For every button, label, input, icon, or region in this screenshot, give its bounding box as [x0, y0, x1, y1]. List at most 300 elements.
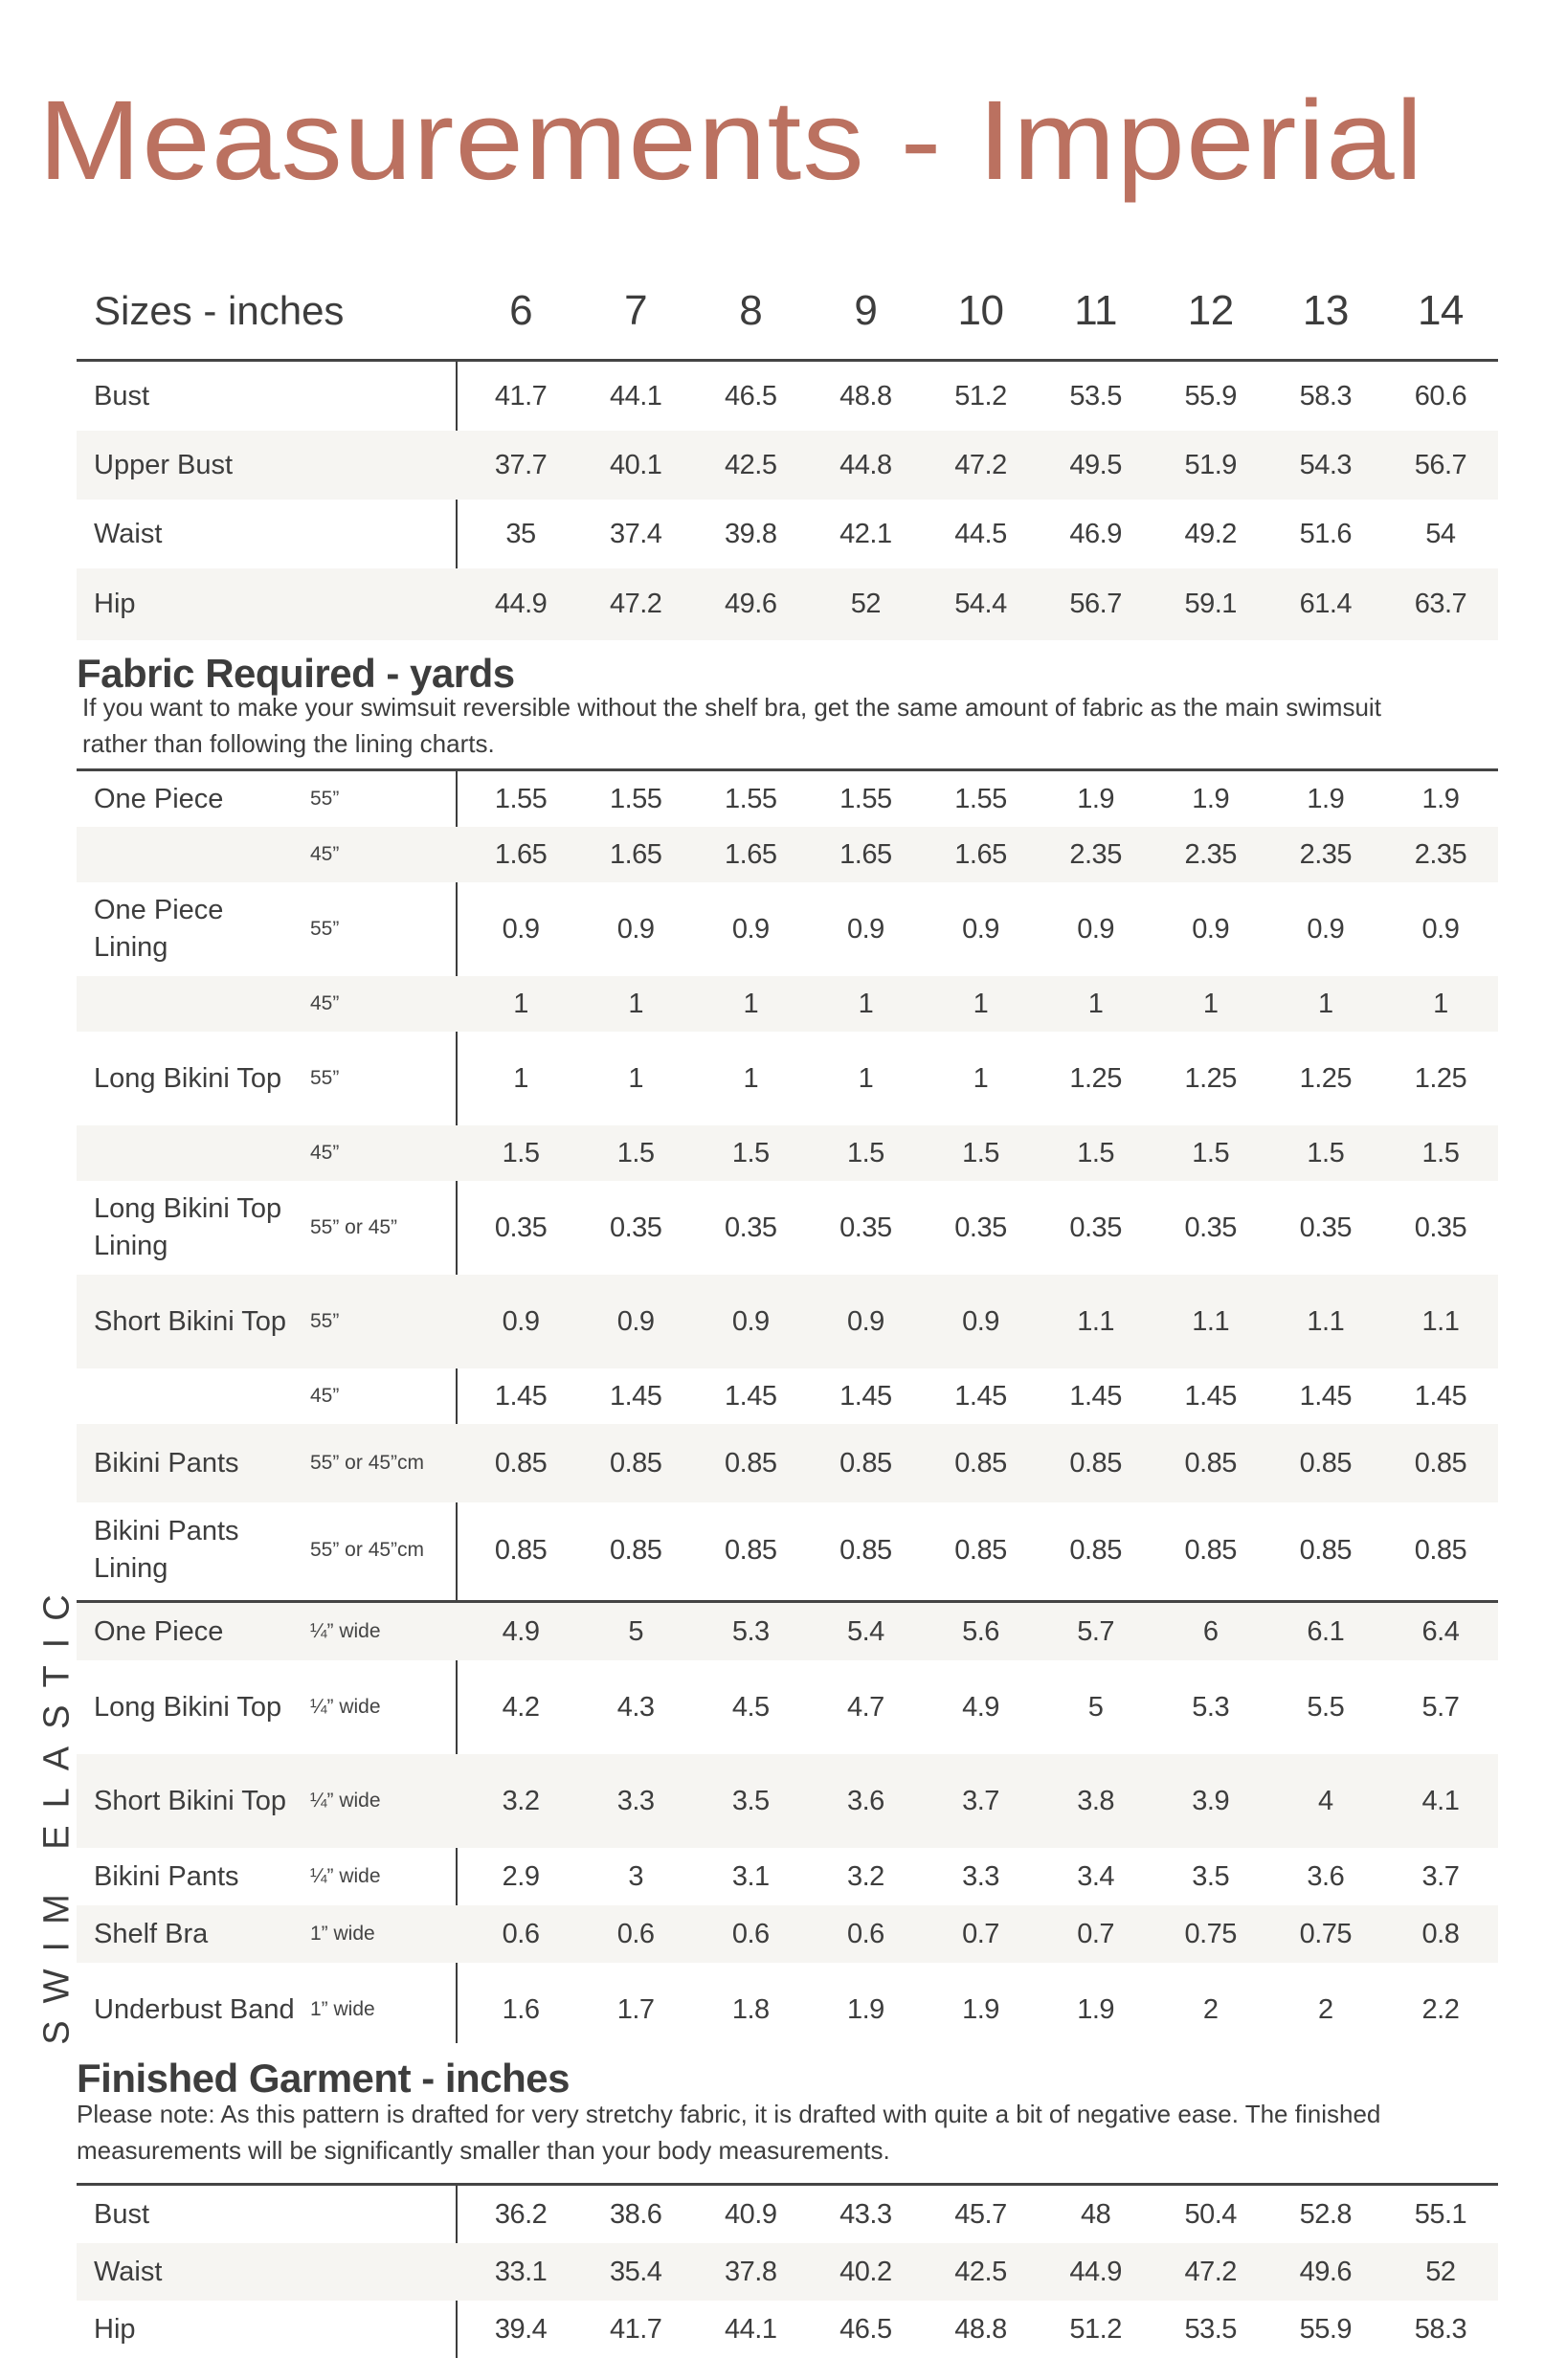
value-cell: 0.35	[609, 1212, 662, 1243]
row-values	[463, 1368, 1498, 1424]
value-cell: 5.4	[846, 1615, 884, 1647]
value-cell: 1.5	[962, 1137, 999, 1168]
value-cell: 58.3	[1299, 380, 1353, 411]
value-cell: 1	[628, 988, 643, 1019]
fabric-required-table	[77, 771, 1498, 1598]
value-cell: 47.2	[609, 589, 662, 619]
value-cell: 0.35	[1414, 1212, 1467, 1243]
size-col: 6	[509, 287, 533, 334]
row-spec: 55”	[310, 1310, 340, 1332]
body-measurements-table	[77, 362, 1498, 640]
value-cell: 35.4	[609, 2256, 662, 2287]
value-cell: 1.9	[1421, 783, 1460, 814]
value-cell: 1.55	[954, 783, 1007, 814]
value-cell: 0.85	[609, 1534, 662, 1566]
value-cell: 0.35	[1069, 1212, 1122, 1243]
value-cell: 1.1	[1192, 1305, 1230, 1337]
value-cell: 3	[628, 1860, 643, 1892]
value-cell: 1.9	[1307, 783, 1345, 814]
value-cell: 37.4	[609, 518, 662, 549]
value-cell: 1.6	[502, 1993, 540, 2025]
value-cell: 0.85	[1299, 1447, 1353, 1479]
row-spec: ¼” wide	[310, 1865, 381, 1887]
value-cell: 0.9	[1307, 913, 1345, 945]
value-cell: 5.7	[1077, 1615, 1115, 1647]
value-cell: 1.9	[846, 1993, 884, 2025]
value-cell: 48.8	[839, 380, 892, 411]
value-cell: 0.9	[846, 913, 884, 945]
row-spec: 55”	[310, 1067, 340, 1089]
value-cell: 35	[505, 518, 536, 549]
size-col: 11	[1074, 287, 1117, 334]
value-cell: 0.9	[731, 913, 770, 945]
size-columns	[463, 282, 1498, 340]
value-cell: 45.7	[954, 2198, 1007, 2230]
table-row	[77, 1181, 1498, 1275]
value-cell: 0.9	[502, 913, 540, 945]
value-cell: 0.35	[725, 1212, 777, 1243]
value-cell: 39.8	[725, 518, 777, 549]
value-cell: 51.2	[1069, 2313, 1122, 2345]
value-cell: 2.9	[502, 1860, 540, 1892]
value-cell: 42.1	[839, 518, 892, 549]
value-cell: 2.35	[1414, 838, 1467, 870]
table-row	[77, 431, 1498, 500]
value-cell: 1.5	[1077, 1137, 1115, 1168]
value-cell: 33.1	[494, 2256, 548, 2287]
value-cell: 1.9	[1192, 783, 1230, 814]
row-values	[463, 568, 1498, 640]
value-cell: 54.4	[954, 589, 1007, 619]
value-cell: 0.85	[725, 1447, 777, 1479]
value-cell: 1.25	[1184, 1062, 1237, 1094]
row-spec: 45”	[310, 843, 340, 865]
value-cell: 44.1	[609, 380, 662, 411]
value-cell: 44.9	[494, 589, 548, 619]
value-cell: 1.5	[616, 1137, 655, 1168]
value-cell: 1	[973, 1062, 989, 1094]
value-cell: 3.4	[1077, 1860, 1115, 1892]
value-cell: 1.7	[616, 1993, 655, 2025]
table-row	[77, 1368, 1498, 1424]
value-cell: 53.5	[1069, 380, 1122, 411]
value-cell: 1	[513, 988, 528, 1019]
value-cell: 2	[1318, 1993, 1333, 2025]
value-cell: 52	[850, 589, 882, 619]
swim-elastic-side-label: SWIM ELASTIC	[36, 1577, 78, 2045]
value-cell: 3.7	[1421, 1860, 1460, 1892]
value-cell: 1.5	[846, 1137, 884, 1168]
row-values	[463, 362, 1498, 431]
table-row	[77, 1660, 1498, 1754]
row-label: Waist	[94, 2256, 163, 2287]
row-values	[463, 1181, 1498, 1275]
table-row	[77, 1905, 1498, 1963]
value-cell: 1.25	[1299, 1062, 1353, 1094]
value-cell: 3.3	[616, 1785, 655, 1816]
value-cell: 1.5	[1421, 1137, 1460, 1168]
row-label: Short Bikini Top	[94, 1785, 286, 1816]
value-cell: 42.5	[725, 449, 777, 480]
value-cell: 41.7	[609, 2313, 662, 2345]
table-row	[77, 1424, 1498, 1502]
sizes-header-row	[77, 282, 1498, 340]
value-cell: 1.5	[502, 1137, 540, 1168]
table-row	[77, 1848, 1498, 1905]
value-cell: 3.7	[962, 1785, 999, 1816]
value-cell: 0.6	[616, 1918, 655, 1949]
value-cell: 0.6	[502, 1918, 540, 1949]
value-cell: 2.35	[1069, 838, 1122, 870]
row-spec: 45”	[310, 992, 340, 1014]
finished-garment-table	[77, 2186, 1498, 2358]
table-row	[77, 2301, 1498, 2358]
value-cell: 1.45	[839, 1380, 892, 1412]
value-cell: 1.65	[725, 838, 777, 870]
table-row	[77, 1963, 1498, 2057]
fabric-note: If you want to make your swimsuit reversible without the shelf bra, get the same amount of fabric as the main swimsuit rather than following the lining charts.	[82, 693, 1381, 758]
row-values	[463, 1848, 1498, 1905]
table-row	[77, 2186, 1498, 2243]
value-cell: 1.55	[494, 783, 548, 814]
value-cell: 37.8	[725, 2256, 777, 2287]
value-cell: 0.85	[1069, 1534, 1122, 1566]
row-label: Long Bikini Top Lining	[94, 1193, 282, 1261]
value-cell: 3.2	[846, 1860, 884, 1892]
table-row	[77, 1125, 1498, 1181]
row-spec: 55”	[310, 788, 340, 810]
value-cell: 2.2	[1421, 1993, 1460, 2025]
value-cell: 40.2	[839, 2256, 892, 2287]
value-cell: 0.9	[846, 1305, 884, 1337]
value-cell: 37.7	[494, 449, 548, 480]
row-spec: 1” wide	[310, 1998, 375, 2020]
value-cell: 5.3	[1192, 1691, 1230, 1723]
row-values	[463, 1502, 1498, 1598]
value-cell: 47.2	[954, 449, 1007, 480]
value-cell: 0.85	[1414, 1534, 1467, 1566]
value-cell: 55.9	[1299, 2313, 1353, 2345]
value-cell: 49.6	[725, 589, 777, 619]
value-cell: 0.9	[502, 1305, 540, 1337]
value-cell: 46.9	[1069, 518, 1122, 549]
value-cell: 0.85	[954, 1534, 1007, 1566]
row-values	[463, 2301, 1498, 2358]
value-cell: 0.85	[725, 1534, 777, 1566]
row-spec: 55” or 45”cm	[310, 1452, 425, 1474]
value-cell: 1.5	[1307, 1137, 1345, 1168]
value-cell: 5.7	[1421, 1691, 1460, 1723]
value-cell: 3.6	[846, 1785, 884, 1816]
value-cell: 1.9	[1077, 1993, 1115, 2025]
value-cell: 1	[973, 988, 989, 1019]
value-cell: 48.8	[954, 2313, 1007, 2345]
value-cell: 4.2	[502, 1691, 540, 1723]
value-cell: 53.5	[1184, 2313, 1237, 2345]
row-label: Long Bikini Top	[94, 1062, 282, 1094]
value-cell: 4.9	[962, 1691, 999, 1723]
value-cell: 2.35	[1299, 838, 1353, 870]
row-spec: ¼” wide	[310, 1696, 381, 1718]
size-col: 13	[1302, 287, 1349, 334]
value-cell: 3.2	[502, 1785, 540, 1816]
value-cell: 38.6	[609, 2198, 662, 2230]
value-cell: 46.5	[839, 2313, 892, 2345]
row-label: Short Bikini Top	[94, 1305, 286, 1337]
value-cell: 6	[1202, 1615, 1219, 1647]
value-cell: 52.8	[1299, 2198, 1353, 2230]
value-cell: 1.45	[609, 1380, 662, 1412]
value-cell: 61.4	[1299, 589, 1353, 619]
value-cell: 1.5	[1192, 1137, 1230, 1168]
value-cell: 1.9	[962, 1993, 999, 2025]
value-cell: 58.3	[1414, 2313, 1467, 2345]
value-cell: 0.7	[962, 1918, 999, 1949]
value-cell: 1.45	[1414, 1380, 1467, 1412]
row-label: Long Bikini Top	[94, 1691, 282, 1723]
value-cell: 0.85	[494, 1534, 548, 1566]
value-cell: 0.35	[1299, 1212, 1353, 1243]
value-cell: 3.9	[1192, 1785, 1230, 1816]
table-row	[77, 500, 1498, 568]
value-cell: 44.5	[954, 518, 1007, 549]
value-cell: 41.7	[494, 380, 548, 411]
value-cell: 48	[1080, 2198, 1111, 2230]
value-cell: 0.85	[839, 1447, 892, 1479]
value-cell: 63.7	[1414, 589, 1467, 619]
value-cell: 49.2	[1184, 518, 1237, 549]
value-cell: 1.5	[731, 1137, 770, 1168]
value-cell: 0.35	[494, 1212, 548, 1243]
row-values	[463, 2243, 1498, 2301]
value-cell: 36.2	[494, 2198, 548, 2230]
row-values	[463, 1963, 1498, 2057]
row-values	[463, 771, 1498, 827]
value-cell: 0.9	[962, 913, 999, 945]
value-cell: 2	[1202, 1993, 1219, 2025]
value-cell: 1	[858, 1062, 874, 1094]
fabric-section-title: Fabric Required - yards	[77, 651, 515, 696]
row-values	[463, 431, 1498, 500]
value-cell: 0.6	[731, 1918, 770, 1949]
value-cell: 51.2	[954, 380, 1007, 411]
row-spec: ¼” wide	[310, 1790, 381, 1812]
row-spec: 55”	[310, 918, 340, 940]
value-cell: 40.9	[725, 2198, 777, 2230]
value-cell: 1	[858, 988, 874, 1019]
value-cell: 0.85	[1299, 1534, 1353, 1566]
value-cell: 6.4	[1421, 1615, 1460, 1647]
row-label: Underbust Band	[94, 1993, 295, 2025]
value-cell: 46.5	[725, 380, 777, 411]
value-cell: 3.5	[1192, 1860, 1230, 1892]
value-cell: 56.7	[1069, 589, 1122, 619]
row-label: Hip	[94, 2313, 136, 2345]
row-label: Shelf Bra	[94, 1918, 209, 1949]
row-spec: 55” or 45”	[310, 1216, 398, 1238]
value-cell: 1	[513, 1062, 528, 1094]
value-cell: 5.5	[1307, 1691, 1345, 1723]
row-values	[463, 827, 1498, 882]
value-cell: 0.9	[731, 1305, 770, 1337]
table-row	[77, 1754, 1498, 1848]
table-row	[77, 2243, 1498, 2301]
row-values	[463, 882, 1498, 976]
value-cell: 43.3	[839, 2198, 892, 2230]
value-cell: 1.55	[609, 783, 662, 814]
value-cell: 59.1	[1184, 589, 1237, 619]
row-values	[463, 2186, 1498, 2243]
value-cell: 1.45	[954, 1380, 1007, 1412]
value-cell: 0.6	[846, 1918, 884, 1949]
value-cell: 3.1	[731, 1860, 770, 1892]
finished-note: Please note: As this pattern is drafted for very stretchy fabric, it is drafted with quite a bit of negative ease. The finished measurements will be significantly smaller than your body measurements.	[77, 2100, 1381, 2165]
value-cell: 0.85	[1184, 1447, 1237, 1479]
value-cell: 3.5	[731, 1785, 770, 1816]
row-label: Bikini Pants Lining	[94, 1516, 239, 1584]
table-row	[77, 1502, 1498, 1598]
value-cell: 51.6	[1299, 518, 1353, 549]
value-cell: 4.7	[846, 1691, 884, 1723]
value-cell: 0.7	[1077, 1918, 1115, 1949]
value-cell: 6.1	[1307, 1615, 1345, 1647]
value-cell: 54.3	[1299, 449, 1353, 480]
value-cell: 0.85	[1184, 1534, 1237, 1566]
table-row	[77, 362, 1498, 431]
value-cell: 0.75	[1184, 1918, 1237, 1949]
value-cell: 1.55	[839, 783, 892, 814]
row-values	[463, 1125, 1498, 1181]
value-cell: 0.35	[1184, 1212, 1237, 1243]
value-cell: 3.6	[1307, 1860, 1345, 1892]
value-cell: 1.1	[1077, 1305, 1115, 1337]
value-cell: 44.8	[839, 449, 892, 480]
value-cell: 1.65	[494, 838, 548, 870]
value-cell: 4.3	[616, 1691, 655, 1723]
value-cell: 4.9	[502, 1615, 540, 1647]
row-values	[463, 1424, 1498, 1502]
value-cell: 3.3	[962, 1860, 999, 1892]
size-col: 12	[1187, 287, 1234, 334]
value-cell: 56.7	[1414, 449, 1467, 480]
value-cell: 5.6	[962, 1615, 999, 1647]
value-cell: 1.45	[725, 1380, 777, 1412]
table-row	[77, 827, 1498, 882]
value-cell: 4.1	[1421, 1785, 1460, 1816]
value-cell: 1.8	[731, 1993, 770, 2025]
value-cell: 1	[1202, 988, 1219, 1019]
value-cell: 3.8	[1077, 1785, 1115, 1816]
row-values	[463, 976, 1498, 1032]
value-cell: 1.9	[1077, 783, 1115, 814]
value-cell: 1.45	[494, 1380, 548, 1412]
value-cell: 5	[1087, 1691, 1104, 1723]
value-cell: 1.65	[609, 838, 662, 870]
row-label: One Piece Lining	[94, 895, 224, 963]
table-row	[77, 568, 1498, 640]
row-spec: 55” or 45”cm	[310, 1539, 425, 1561]
value-cell: 40.1	[609, 449, 662, 480]
value-cell: 0.85	[609, 1447, 662, 1479]
value-cell: 1.45	[1184, 1380, 1237, 1412]
table-row	[77, 771, 1498, 827]
finished-section-title: Finished Garment - inches	[77, 2056, 570, 2101]
value-cell: 0.9	[1077, 913, 1115, 945]
value-cell: 49.5	[1069, 449, 1122, 480]
value-cell: 4	[1318, 1785, 1333, 1816]
page-title: Measurements - Imperial	[38, 78, 1424, 204]
value-cell: 47.2	[1184, 2256, 1237, 2287]
value-cell: 0.85	[1069, 1447, 1122, 1479]
value-cell: 5	[628, 1615, 643, 1647]
size-col: 14	[1417, 287, 1464, 334]
value-cell: 0.85	[494, 1447, 548, 1479]
row-values	[463, 1660, 1498, 1754]
row-label: One Piece	[94, 783, 224, 814]
value-cell: 0.8	[1421, 1918, 1460, 1949]
value-cell: 0.9	[616, 1305, 655, 1337]
value-cell: 42.5	[954, 2256, 1007, 2287]
row-label: Bikini Pants	[94, 1447, 239, 1479]
row-label: Bust	[94, 380, 150, 411]
value-cell: 0.85	[954, 1447, 1007, 1479]
value-cell: 0.75	[1299, 1918, 1353, 1949]
value-cell: 1.25	[1069, 1062, 1122, 1094]
row-spec: 45”	[310, 1385, 340, 1407]
row-spec: 1” wide	[310, 1923, 375, 1945]
value-cell: 1.45	[1069, 1380, 1122, 1412]
value-cell: 4.5	[731, 1691, 770, 1723]
value-cell: 5.3	[731, 1615, 770, 1647]
value-cell: 1	[743, 988, 759, 1019]
value-cell: 49.6	[1299, 2256, 1353, 2287]
value-cell: 1	[1433, 988, 1448, 1019]
value-cell: 44.9	[1069, 2256, 1122, 2287]
value-cell: 50.4	[1184, 2198, 1237, 2230]
value-cell: 0.35	[954, 1212, 1007, 1243]
value-cell: 0.9	[616, 913, 655, 945]
row-label: Bust	[94, 2198, 150, 2230]
row-label: One Piece	[94, 1615, 224, 1647]
size-col: 10	[957, 287, 1004, 334]
value-cell: 0.85	[1414, 1447, 1467, 1479]
row-spec: 45”	[310, 1142, 340, 1164]
table-row	[77, 1032, 1498, 1125]
value-cell: 1.1	[1307, 1305, 1345, 1337]
row-values	[463, 1603, 1498, 1660]
table-row	[77, 1603, 1498, 1660]
sizes-header-label: Sizes - inches	[94, 288, 345, 333]
value-cell: 1	[1087, 988, 1104, 1019]
value-cell: 1.65	[954, 838, 1007, 870]
value-cell: 0.85	[839, 1534, 892, 1566]
swim-elastic-table	[77, 1603, 1498, 2057]
value-cell: 60.6	[1414, 380, 1467, 411]
row-values	[463, 1275, 1498, 1368]
row-values	[463, 1754, 1498, 1848]
value-cell: 44.1	[725, 2313, 777, 2345]
row-values	[463, 500, 1498, 568]
table-row	[77, 882, 1498, 976]
value-cell: 2.35	[1184, 838, 1237, 870]
row-spec: ¼” wide	[310, 1620, 381, 1642]
value-cell: 1.25	[1414, 1062, 1467, 1094]
value-cell: 1.55	[725, 783, 777, 814]
value-cell: 54	[1425, 518, 1456, 549]
value-cell: 1.65	[839, 838, 892, 870]
row-label: Bikini Pants	[94, 1860, 239, 1892]
size-col: 7	[624, 287, 648, 334]
